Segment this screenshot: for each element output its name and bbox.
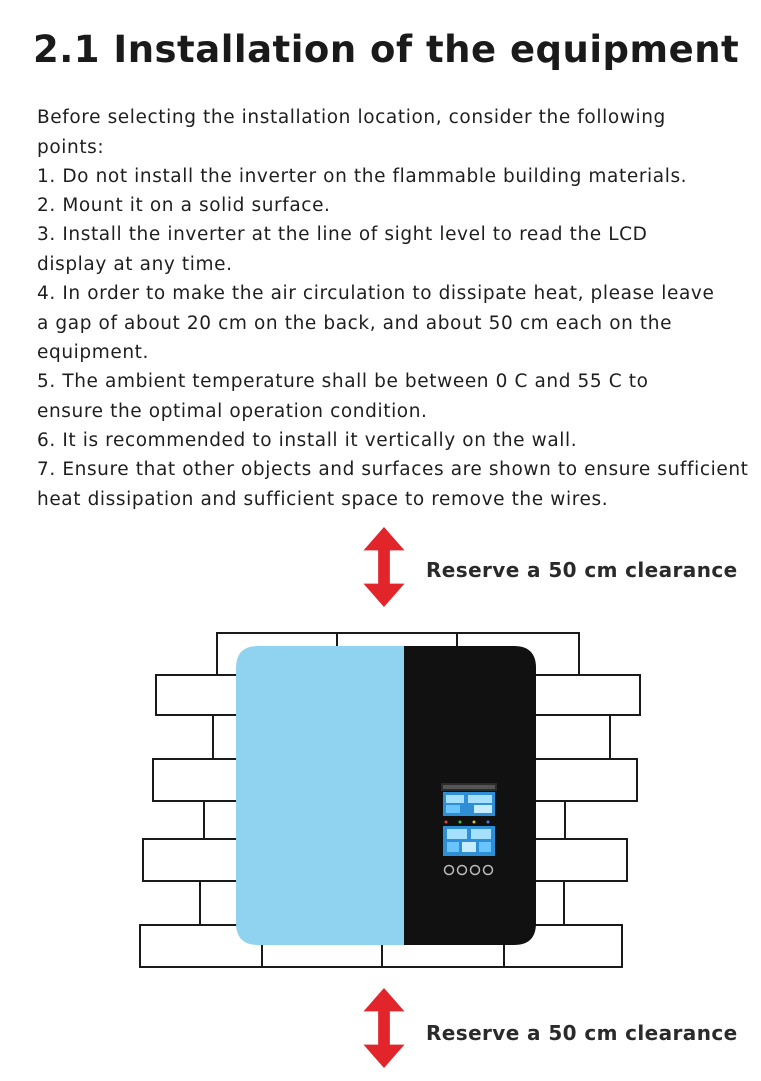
bottom-clearance-arrow-icon <box>361 988 407 1068</box>
page-title: 2.1 Installation of the equipment <box>33 28 740 71</box>
point-3: 3. Install the inverter at the line of sight level to read the LCD display at any time. <box>37 224 648 275</box>
point-4: 4. In order to make the air circulation to dissipate heat, please leave a gap of about 20 cm on the back, and about 50 cm each on the equipment. <box>37 283 715 363</box>
intro-paragraph: Before selecting the installation location, consider the following points: <box>37 107 666 158</box>
point-6: 6. It is recommended to install it vertically on the wall. <box>37 430 578 451</box>
top-clearance-label: Reserve a 50 cm clearance <box>426 558 738 582</box>
point-7: 7. Ensure that other objects and surfaces are shown to ensure sufficient heat dissipation and sufficient space to remove the wires. <box>37 459 749 510</box>
point-5: 5. The ambient temperature shall be between 0 C and 55 C to ensure the optimal operation condition. <box>37 371 649 422</box>
inverter-unit <box>236 646 536 945</box>
bottom-clearance-label: Reserve a 50 cm clearance <box>426 1021 738 1045</box>
point-1: 1. Do not install the inverter on the flammable building materials. <box>37 166 688 187</box>
point-2: 2. Mount it on a solid surface. <box>37 195 331 216</box>
